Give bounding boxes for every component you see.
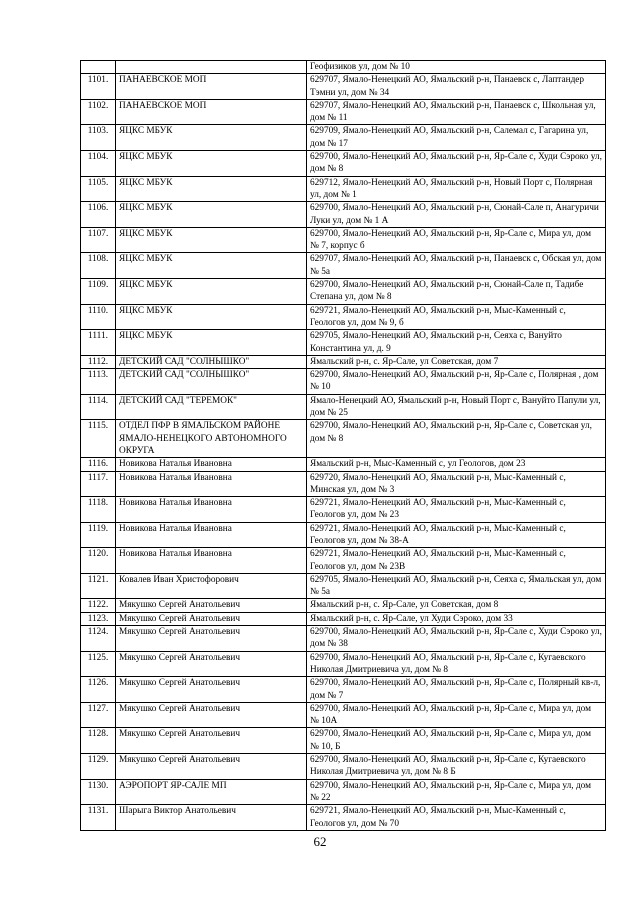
name-cell: Мякушко Сергей Анатольевич [116,612,307,625]
table-row [81,253,606,279]
row-number-cell: 1118. [81,497,116,523]
address-cell: Геофизиков ул, дом № 10 [307,61,606,74]
address-cell: 629700, Ямало-Ненецкий АО, Ямальский р-н, Сюнай-Сале п, Анагуричи Луки ул, дом № 1 А [307,202,606,228]
name-cell: ПАНАЕВСКОЕ МОП [116,99,307,125]
row-number-cell: 1105. [81,176,116,202]
name-cell: Мякушко Сергей Анатольевич [116,599,307,612]
address-cell: 629700, Ямало-Ненецкий АО, Ямальский р-н, Яр-Сале с, Мира ул, дом № 22 [307,779,606,805]
table-row [81,612,606,625]
address-cell: 629700, Ямало-Ненецкий АО, Ямальский р-н, Яр-Сале с, Мира ул, дом № 10, Б [307,728,606,754]
name-cell: ЯЦКС МБУК [116,176,307,202]
row-number-cell: 1116. [81,458,116,471]
row-number-cell: 1120. [81,548,116,574]
row-number-cell: 1106. [81,202,116,228]
row-number-cell: 1109. [81,279,116,305]
address-cell: 629700, Ямало-Ненецкий АО, Ямальский р-н, Яр-Сале с, Полярный кв-л, дом № 7 [307,677,606,703]
table-row [81,702,606,728]
address-cell: 629700, Ямало-Ненецкий АО, Ямальский р-н, Яр-Сале с, Мира ул, дом № 7, корпус б [307,227,606,253]
row-number-cell: 1114. [81,394,116,420]
name-cell: Новикова Наталья Ивановна [116,471,307,497]
row-number-cell: 1111. [81,330,116,356]
name-cell: Новикова Наталья Ивановна [116,548,307,574]
address-cell: 629720, Ямало-Ненецкий АО, Ямальский р-н, Мыс-Каменный с, Минская ул, дом № 3 [307,471,606,497]
row-number-cell: 1112. [81,355,116,368]
address-cell: 629700, Ямало-Ненецкий АО, Ямальский р-н, Яр-Сале с, Кугаевского Николая Дмитриевича ул, дом № 8 [307,651,606,677]
table-row [81,779,606,805]
address-cell: 629712, Ямало-Ненецкий АО, Ямальский р-н, Новый Порт с, Полярная ул, дом № 1 [307,176,606,202]
row-number-cell: 1108. [81,253,116,279]
address-cell: 629721, Ямало-Ненецкий АО, Ямальский р-н, Мыс-Каменный с, Геологов ул, дом № 38-А [307,522,606,548]
address-cell: 629700, Ямало-Ненецкий АО, Ямальский р-н, Яр-Сале с, Полярная , дом № 10 [307,369,606,395]
name-cell: ЯЦКС МБУК [116,304,307,330]
address-cell: 629707, Ямало-Ненецкий АО, Ямальский р-н, Панаевск с, Обская ул, дом № 5а [307,253,606,279]
name-cell: Ковалев Иван Христофорович [116,573,307,599]
name-cell: Новикова Наталья Ивановна [116,458,307,471]
table-row [81,99,606,125]
row-number-cell: 1115. [81,420,116,458]
row-number-cell: 1124. [81,626,116,652]
address-cell: Ямальский р-н, с. Яр-Сале, ул Советская, дом 8 [307,599,606,612]
address-cell: Ямальский р-н, Мыс-Каменный с, ул Геологов, дом 23 [307,458,606,471]
name-cell: ДЕТСКИЙ САД "СОЛНЫШКО" [116,369,307,395]
table-row [81,497,606,523]
table-row [81,626,606,652]
table-row [81,304,606,330]
address-table [80,60,606,831]
name-cell: АЭРОПОРТ ЯР-САЛЕ МП [116,779,307,805]
row-number-cell: 1129. [81,754,116,780]
row-number-cell: 1110. [81,304,116,330]
address-cell: 629721, Ямало-Ненецкий АО, Ямальский р-н, Мыс-Каменный с, Геологов ул, дом № 23В [307,548,606,574]
address-cell: 629700, Ямало-Ненецкий АО, Ямальский р-н, Яр-Сале с, Мира ул, дом № 10А [307,702,606,728]
table-row [81,125,606,151]
page-number: 62 [313,834,327,849]
name-cell: ЯЦКС МБУК [116,202,307,228]
table-row [81,355,606,368]
table-row [81,394,606,420]
address-cell: 629700, Ямало-Ненецкий АО, Ямальский р-н, Яр-Сале с, Кугаевского Николая Дмитриевича ул, дом № 8 Б [307,754,606,780]
address-cell: 629707, Ямало-Ненецкий АО, Ямальский р-н, Панаевск с, Школьная ул, дом № 11 [307,99,606,125]
table-row [81,369,606,395]
row-number-cell [81,61,116,74]
table-row [81,74,606,100]
address-cell: 629705, Ямало-Ненецкий АО, Ямальский р-н, Сеяха с, Вануйто Константина ул, д. 9 [307,330,606,356]
table-row [81,279,606,305]
address-cell: 629700, Ямало-Ненецкий АО, Ямальский р-н, Яр-Сале с, Советская ул, дом № 8 [307,420,606,458]
name-cell: Мякушко Сергей Анатольевич [116,728,307,754]
table-row [81,548,606,574]
address-cell: 629709, Ямало-Ненецкий АО, Ямальский р-н, Салемал с, Гагарина ул, дом № 17 [307,125,606,151]
table-row [81,754,606,780]
address-cell: 629721, Ямало-Ненецкий АО, Ямальский р-н, Мыс-Каменный с, Геологов ул, дом № 70 [307,805,606,831]
name-cell: ДЕТСКИЙ САД "СОЛНЫШКО" [116,355,307,368]
table-row [81,599,606,612]
address-cell: 629721, Ямало-Ненецкий АО, Ямальский р-н, Мыс-Каменный с, Геологов ул, дом № 9, б [307,304,606,330]
name-cell: ЯЦКС МБУК [116,253,307,279]
name-cell: ЯЦКС МБУК [116,151,307,177]
table-row [81,458,606,471]
table-row [81,805,606,831]
table-row [81,471,606,497]
row-number-cell: 1117. [81,471,116,497]
address-cell: 629721, Ямало-Ненецкий АО, Ямальский р-н, Мыс-Каменный с, Геологов ул, дом № 23 [307,497,606,523]
name-cell: ЯЦКС МБУК [116,227,307,253]
address-cell: Ямальский р-н, с. Яр-Сале, ул Советская, дом 7 [307,355,606,368]
table-row [81,573,606,599]
row-number-cell: 1103. [81,125,116,151]
row-number-cell: 1121. [81,573,116,599]
table-row [81,420,606,458]
row-number-cell: 1127. [81,702,116,728]
row-number-cell: 1130. [81,779,116,805]
address-cell: 629700, Ямало-Ненецкий АО, Ямальский р-н, Яр-Сале с, Худи Сэроко ул, дом № 38 [307,626,606,652]
row-number-cell: 1122. [81,599,116,612]
name-cell: Мякушко Сергей Анатольевич [116,702,307,728]
name-cell: ДЕТСКИЙ САД "ТЕРЕМОК" [116,394,307,420]
row-number-cell: 1102. [81,99,116,125]
row-number-cell: 1107. [81,227,116,253]
row-number-cell: 1119. [81,522,116,548]
name-cell: ОТДЕЛ ПФР В ЯМАЛЬСКОМ РАЙОНЕ ЯМАЛО-НЕНЕЦКОГО АВТОНОМНОГО ОКРУГА [116,420,307,458]
address-cell: 629705, Ямало-Ненецкий АО, Ямальский р-н, Сеяха с, Ямальская ул, дом № 5а [307,573,606,599]
name-cell: Мякушко Сергей Анатольевич [116,677,307,703]
table-row [81,728,606,754]
name-cell: Новикова Наталья Ивановна [116,497,307,523]
address-cell: 629707, Ямало-Ненецкий АО, Ямальский р-н, Панаевск с, Лаптандер Тэмни ул, дом № 34 [307,74,606,100]
row-number-cell: 1125. [81,651,116,677]
row-number-cell: 1128. [81,728,116,754]
row-number-cell: 1126. [81,677,116,703]
address-cell: 629700, Ямало-Ненецкий АО, Ямальский р-н, Яр-Сале с, Худи Сэроко ул, дом № 8 [307,151,606,177]
name-cell: Шарыга Виктор Анатольевич [116,805,307,831]
table-row [81,330,606,356]
row-number-cell: 1123. [81,612,116,625]
row-number-cell: 1131. [81,805,116,831]
table-row [81,227,606,253]
table-row [81,522,606,548]
address-cell: Ямало-Ненецкий АО, Ямальский р-н, Новый Порт с, Вануйто Папули ул, дом № 25 [307,394,606,420]
table-row [81,651,606,677]
name-cell: Мякушко Сергей Анатольевич [116,754,307,780]
name-cell [116,61,307,74]
table-row [81,202,606,228]
name-cell: ЯЦКС МБУК [116,330,307,356]
continuation-row [81,61,606,74]
name-cell: Новикова Наталья Ивановна [116,522,307,548]
address-cell: 629700, Ямало-Ненецкий АО, Ямальский р-н, Сюнай-Сале п, Тадибе Степана ул, дом № 8 [307,279,606,305]
row-number-cell: 1113. [81,369,116,395]
address-cell: Ямальский р-н, с. Яр-Сале, ул Худи Сэроко, дом 33 [307,612,606,625]
row-number-cell: 1101. [81,74,116,100]
name-cell: ПАНАЕВСКОЕ МОП [116,74,307,100]
name-cell: ЯЦКС МБУК [116,279,307,305]
name-cell: Мякушко Сергей Анатольевич [116,651,307,677]
table-row [81,151,606,177]
name-cell: Мякушко Сергей Анатольевич [116,626,307,652]
name-cell: ЯЦКС МБУК [116,125,307,151]
row-number-cell: 1104. [81,151,116,177]
table-row [81,176,606,202]
address-table-body [81,61,606,831]
table-row [81,677,606,703]
